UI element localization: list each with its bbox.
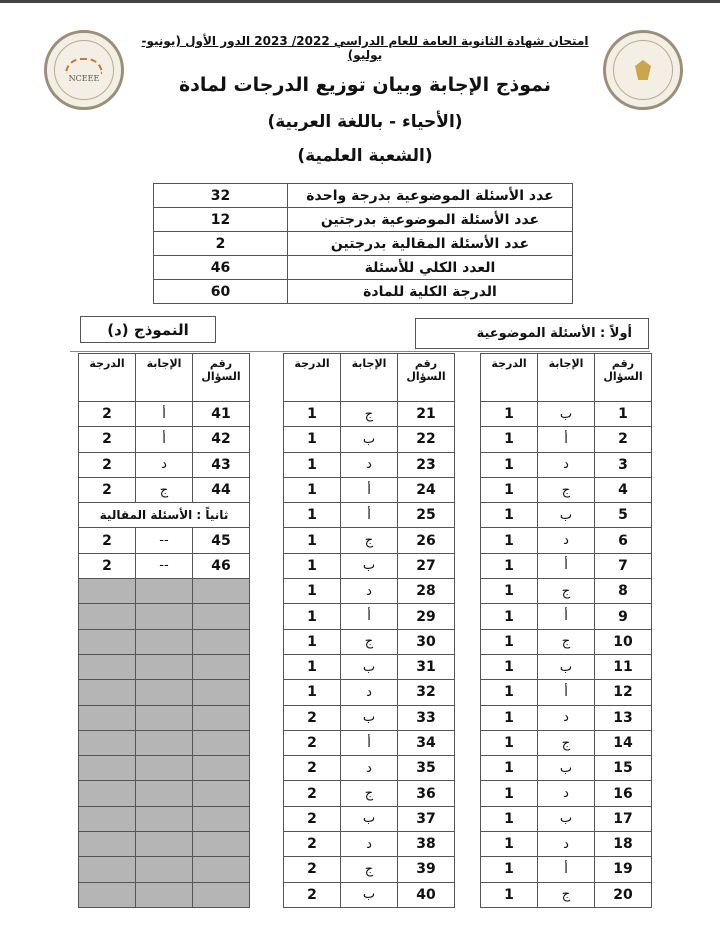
- table-row: [284, 857, 455, 882]
- summary-value: 12: [154, 208, 288, 232]
- table-row: [481, 604, 652, 629]
- question-number: 2: [595, 427, 652, 452]
- branch-title: (الشعبة العلمية): [297, 146, 433, 166]
- question-grade: 1: [481, 730, 538, 755]
- question-number: 46: [193, 553, 250, 578]
- shaded-cell: [79, 781, 136, 806]
- question-number: 15: [595, 756, 652, 781]
- question-grade: 1: [284, 604, 341, 629]
- answer-choice: د: [538, 781, 595, 806]
- divider: [70, 351, 650, 352]
- question-grade: 1: [284, 477, 341, 502]
- answer-choice: أ: [538, 553, 595, 578]
- shaded-cell: [79, 882, 136, 907]
- nceee-logo: [44, 30, 124, 110]
- table-row: [481, 528, 652, 553]
- shaded-cell: [136, 604, 193, 629]
- question-grade: 1: [284, 528, 341, 553]
- question-number: 6: [595, 528, 652, 553]
- summary-row: [154, 280, 573, 304]
- question-grade: 2: [284, 781, 341, 806]
- question-grade: 1: [481, 477, 538, 502]
- answer-choice: أ: [136, 427, 193, 452]
- shaded-row: [79, 654, 250, 679]
- question-grade: 1: [284, 629, 341, 654]
- shaded-cell: [136, 832, 193, 857]
- nceee-logo-text: NCEEE: [68, 73, 100, 83]
- table-row: [284, 832, 455, 857]
- shaded-cell: [136, 806, 193, 831]
- question-number: 8: [595, 579, 652, 604]
- answer-choice: ج: [341, 402, 398, 427]
- answer-choice: أ: [341, 604, 398, 629]
- question-grade: 2: [284, 832, 341, 857]
- col-answer-header: الإجابة: [341, 354, 398, 402]
- shaded-row: [79, 680, 250, 705]
- shaded-cell: [136, 756, 193, 781]
- page-title: نموذج الإجابة وبيان توزيع الدرجات لمادة: [178, 74, 552, 96]
- question-number: 16: [595, 781, 652, 806]
- answer-choice: د: [538, 705, 595, 730]
- shaded-row: [79, 857, 250, 882]
- question-number: 38: [398, 832, 455, 857]
- question-grade: 1: [481, 882, 538, 907]
- shaded-cell: [193, 756, 250, 781]
- question-number: 41: [193, 402, 250, 427]
- question-number: 13: [595, 705, 652, 730]
- col-grade-header: الدرجة: [481, 354, 538, 402]
- question-number: 44: [193, 477, 250, 502]
- eagle-emblem-icon: [635, 60, 651, 80]
- table-row: [284, 427, 455, 452]
- question-number: 31: [398, 654, 455, 679]
- answer-choice: د: [341, 832, 398, 857]
- answer-choice: ب: [538, 756, 595, 781]
- question-grade: 1: [481, 503, 538, 528]
- table-row: [481, 781, 652, 806]
- question-grade: 1: [284, 452, 341, 477]
- answer-choice: ج: [341, 781, 398, 806]
- question-grade: 2: [284, 756, 341, 781]
- answer-choice: --: [136, 528, 193, 553]
- question-grade: 1: [284, 579, 341, 604]
- question-grade: 1: [284, 654, 341, 679]
- shaded-cell: [136, 705, 193, 730]
- answer-choice: ب: [538, 806, 595, 831]
- table-row: [284, 654, 455, 679]
- shaded-cell: [193, 832, 250, 857]
- summary-row: [154, 208, 573, 232]
- shaded-cell: [193, 882, 250, 907]
- table-row: [481, 579, 652, 604]
- table-row: [284, 528, 455, 553]
- answer-choice: أ: [341, 503, 398, 528]
- answer-choice: أ: [538, 680, 595, 705]
- table-row: [481, 427, 652, 452]
- summary-value: 2: [154, 232, 288, 256]
- table-row: [284, 781, 455, 806]
- answer-choice: أ: [341, 730, 398, 755]
- answer-choice: ب: [341, 705, 398, 730]
- shaded-cell: [79, 680, 136, 705]
- question-number: 1: [595, 402, 652, 427]
- table-row: [284, 579, 455, 604]
- question-grade: 1: [481, 832, 538, 857]
- answer-choice: ج: [341, 629, 398, 654]
- table-row: [481, 730, 652, 755]
- section-row: [79, 503, 250, 528]
- shaded-row: [79, 579, 250, 604]
- summary-value: 32: [154, 184, 288, 208]
- table-row: [481, 806, 652, 831]
- answer-choice: أ: [538, 427, 595, 452]
- shaded-cell: [136, 882, 193, 907]
- answer-choice: ج: [538, 882, 595, 907]
- question-grade: 2: [284, 806, 341, 831]
- question-number: 36: [398, 781, 455, 806]
- shaded-cell: [79, 604, 136, 629]
- subject-title: (الأحياء - باللغة العربية): [267, 112, 463, 132]
- answer-choice: د: [538, 528, 595, 553]
- question-number: 9: [595, 604, 652, 629]
- table-row: [79, 452, 250, 477]
- summary-value: 60: [154, 280, 288, 304]
- question-number: 3: [595, 452, 652, 477]
- shaded-cell: [193, 579, 250, 604]
- col-number-header: رقم السؤال: [595, 354, 652, 402]
- question-grade: 1: [284, 680, 341, 705]
- question-number: 20: [595, 882, 652, 907]
- table-row: [79, 402, 250, 427]
- ministry-logo: [603, 30, 683, 110]
- shaded-cell: [193, 730, 250, 755]
- question-number: 28: [398, 579, 455, 604]
- summary-row: [154, 232, 573, 256]
- table-row: [481, 402, 652, 427]
- question-number: 30: [398, 629, 455, 654]
- answers-table-left: [78, 353, 250, 908]
- answer-choice: أ: [341, 477, 398, 502]
- question-number: 10: [595, 629, 652, 654]
- question-number: 43: [193, 452, 250, 477]
- table-row: [284, 629, 455, 654]
- shaded-cell: [193, 604, 250, 629]
- shaded-cell: [79, 579, 136, 604]
- answer-choice: --: [136, 553, 193, 578]
- answer-choice: ب: [538, 503, 595, 528]
- table-row: [79, 528, 250, 553]
- col-answer-header: الإجابة: [136, 354, 193, 402]
- table-row: [481, 680, 652, 705]
- table-row: [284, 452, 455, 477]
- shaded-cell: [193, 705, 250, 730]
- question-number: 25: [398, 503, 455, 528]
- answer-choice: د: [136, 452, 193, 477]
- shaded-cell: [193, 680, 250, 705]
- shaded-cell: [136, 680, 193, 705]
- answer-choice: ج: [538, 730, 595, 755]
- table-row: [481, 705, 652, 730]
- answers-table-middle: [283, 353, 455, 908]
- question-grade: 2: [79, 528, 136, 553]
- question-number: 21: [398, 402, 455, 427]
- question-number: 27: [398, 553, 455, 578]
- answer-choice: ب: [341, 882, 398, 907]
- shaded-cell: [79, 730, 136, 755]
- question-grade: 2: [79, 427, 136, 452]
- question-number: 37: [398, 806, 455, 831]
- table-header: [79, 354, 250, 402]
- shaded-cell: [136, 730, 193, 755]
- summary-label: الدرجة الكلية للمادة: [288, 280, 573, 304]
- question-number: 14: [595, 730, 652, 755]
- question-number: 42: [193, 427, 250, 452]
- table-row: [79, 477, 250, 502]
- shaded-cell: [79, 756, 136, 781]
- answer-choice: ج: [538, 629, 595, 654]
- shaded-row: [79, 806, 250, 831]
- answer-choice: أ: [538, 857, 595, 882]
- question-number: 5: [595, 503, 652, 528]
- question-number: 24: [398, 477, 455, 502]
- question-grade: 1: [481, 680, 538, 705]
- model-label: النموذج (د): [80, 316, 216, 343]
- question-grade: 2: [284, 730, 341, 755]
- table-row: [284, 503, 455, 528]
- summary-label: عدد الأسئلة الموضوعية بدرجتين: [288, 208, 573, 232]
- question-grade: 1: [481, 806, 538, 831]
- question-grade: 1: [481, 604, 538, 629]
- shaded-row: [79, 781, 250, 806]
- answer-choice: ب: [341, 806, 398, 831]
- table-row: [284, 756, 455, 781]
- question-grade: 1: [481, 553, 538, 578]
- shaded-cell: [193, 629, 250, 654]
- question-number: 32: [398, 680, 455, 705]
- shaded-cell: [136, 629, 193, 654]
- question-number: 45: [193, 528, 250, 553]
- col-number-header: رقم السؤال: [398, 354, 455, 402]
- shaded-cell: [136, 579, 193, 604]
- table-header: [284, 354, 455, 402]
- table-row: [79, 427, 250, 452]
- question-number: 22: [398, 427, 455, 452]
- answer-choice: ج: [341, 528, 398, 553]
- question-grade: 1: [284, 553, 341, 578]
- table-row: [481, 452, 652, 477]
- shaded-row: [79, 730, 250, 755]
- answer-choice: ب: [341, 427, 398, 452]
- col-grade-header: الدرجة: [284, 354, 341, 402]
- question-number: 17: [595, 806, 652, 831]
- question-grade: 2: [284, 882, 341, 907]
- section-essay-label: ثانياً : الأسئلة المقالية: [79, 503, 250, 528]
- question-grade: 1: [481, 402, 538, 427]
- shaded-cell: [79, 857, 136, 882]
- question-number: 29: [398, 604, 455, 629]
- shaded-row: [79, 705, 250, 730]
- table-row: [284, 882, 455, 907]
- answer-choice: ب: [341, 654, 398, 679]
- answer-choice: د: [538, 832, 595, 857]
- answer-choice: ج: [538, 579, 595, 604]
- shaded-cell: [79, 654, 136, 679]
- answer-choice: أ: [538, 604, 595, 629]
- summary-row: [154, 256, 573, 280]
- question-grade: 1: [481, 528, 538, 553]
- question-grade: 2: [79, 402, 136, 427]
- question-grade: 1: [481, 427, 538, 452]
- table-row: [481, 756, 652, 781]
- question-grade: 2: [79, 452, 136, 477]
- question-number: 26: [398, 528, 455, 553]
- question-number: 7: [595, 553, 652, 578]
- exam-line: امتحان شهادة الثانوية العامة للعام الدراسي 2022/ 2023 الدور الأول (يونيو- يوليو): [141, 34, 589, 62]
- question-grade: 1: [284, 503, 341, 528]
- summary-label: عدد الأسئلة المقالية بدرجتين: [288, 232, 573, 256]
- table-row: [481, 553, 652, 578]
- sun-emblem-icon: [65, 58, 103, 74]
- summary-value: 46: [154, 256, 288, 280]
- summary-label: العدد الكلي للأسئلة: [288, 256, 573, 280]
- shaded-cell: [79, 705, 136, 730]
- shaded-cell: [79, 629, 136, 654]
- table-row: [284, 730, 455, 755]
- question-grade: 1: [481, 654, 538, 679]
- shaded-cell: [193, 654, 250, 679]
- question-grade: 1: [284, 427, 341, 452]
- question-grade: 1: [481, 756, 538, 781]
- question-number: 39: [398, 857, 455, 882]
- question-number: 34: [398, 730, 455, 755]
- answer-choice: د: [341, 452, 398, 477]
- table-row: [481, 857, 652, 882]
- question-grade: 1: [481, 705, 538, 730]
- answer-choice: ب: [341, 553, 398, 578]
- table-row: [79, 553, 250, 578]
- shaded-cell: [136, 781, 193, 806]
- summary-row: [154, 184, 573, 208]
- question-number: 18: [595, 832, 652, 857]
- answer-choice: د: [538, 452, 595, 477]
- table-row: [284, 604, 455, 629]
- shaded-row: [79, 604, 250, 629]
- question-grade: 1: [481, 579, 538, 604]
- answer-choice: ب: [538, 654, 595, 679]
- question-grade: 2: [79, 477, 136, 502]
- table-row: [284, 806, 455, 831]
- section-objective-label: أولاً : الأسئلة الموضوعية: [415, 318, 649, 349]
- shaded-row: [79, 756, 250, 781]
- col-grade-header: الدرجة: [79, 354, 136, 402]
- answer-choice: أ: [136, 402, 193, 427]
- answer-choice: ج: [136, 477, 193, 502]
- shaded-cell: [193, 857, 250, 882]
- table-row: [284, 477, 455, 502]
- summary-table: [153, 183, 573, 304]
- answer-choice: ب: [538, 402, 595, 427]
- table-row: [284, 402, 455, 427]
- col-answer-header: الإجابة: [538, 354, 595, 402]
- answer-choice: د: [341, 680, 398, 705]
- shaded-cell: [79, 832, 136, 857]
- question-grade: 1: [481, 857, 538, 882]
- question-number: 11: [595, 654, 652, 679]
- shaded-cell: [193, 781, 250, 806]
- question-grade: 1: [481, 629, 538, 654]
- question-number: 4: [595, 477, 652, 502]
- question-number: 12: [595, 680, 652, 705]
- question-grade: 1: [284, 402, 341, 427]
- summary-label: عدد الأسئلة الموضوعية بدرجة واحدة: [288, 184, 573, 208]
- answer-choice: ج: [538, 477, 595, 502]
- table-row: [284, 705, 455, 730]
- question-grade: 1: [481, 781, 538, 806]
- table-row: [481, 882, 652, 907]
- top-border: [0, 0, 720, 3]
- shaded-row: [79, 832, 250, 857]
- question-grade: 1: [481, 452, 538, 477]
- question-number: 33: [398, 705, 455, 730]
- table-header: [481, 354, 652, 402]
- answer-choice: د: [341, 756, 398, 781]
- table-row: [284, 553, 455, 578]
- table-row: [284, 680, 455, 705]
- question-grade: 2: [284, 857, 341, 882]
- table-row: [481, 629, 652, 654]
- table-row: [481, 654, 652, 679]
- question-number: 23: [398, 452, 455, 477]
- table-row: [481, 503, 652, 528]
- shaded-cell: [136, 654, 193, 679]
- question-number: 35: [398, 756, 455, 781]
- shaded-cell: [193, 806, 250, 831]
- table-row: [481, 832, 652, 857]
- shaded-cell: [79, 806, 136, 831]
- col-number-header: رقم السؤال: [193, 354, 250, 402]
- answers-table-right: [480, 353, 652, 908]
- answer-choice: ج: [341, 857, 398, 882]
- question-number: 19: [595, 857, 652, 882]
- table-row: [481, 477, 652, 502]
- question-number: 40: [398, 882, 455, 907]
- answer-choice: د: [341, 579, 398, 604]
- shaded-cell: [136, 857, 193, 882]
- shaded-row: [79, 629, 250, 654]
- question-grade: 2: [284, 705, 341, 730]
- question-grade: 2: [79, 553, 136, 578]
- shaded-row: [79, 882, 250, 907]
